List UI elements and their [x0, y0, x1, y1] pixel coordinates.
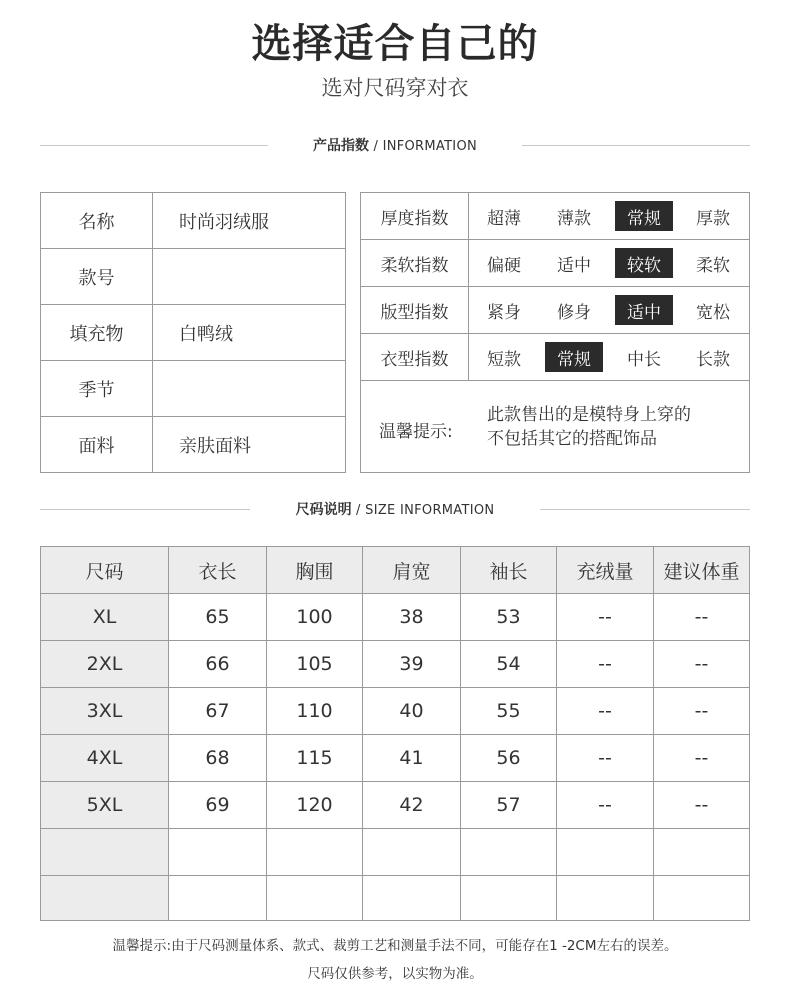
size-label-cell: 3XL [41, 688, 169, 734]
size-value-cell: -- [694, 794, 709, 816]
size-value-cell: 39 [363, 641, 461, 687]
index-option: 紧身 [487, 302, 521, 323]
info-row [41, 305, 345, 361]
index-label: 衣型指数 [361, 334, 469, 380]
size-value-cell: 67 [169, 688, 267, 734]
size-value-cell: -- [557, 594, 654, 640]
size-value-cell: -- [557, 688, 654, 734]
info-value: 亲肤面料 [179, 435, 251, 457]
product-info-table [40, 192, 346, 473]
info-row [41, 361, 345, 417]
index-option: 偏硬 [487, 255, 521, 276]
tip-line-2: 不包括其它的搭配饰品 [487, 429, 657, 449]
index-option: 柔软 [696, 255, 730, 276]
size-value-cell: 65 [169, 594, 267, 640]
size-label-cell: 5XL [41, 782, 169, 828]
index-option: 超薄 [487, 208, 521, 229]
info-row [41, 249, 345, 305]
size-value-cell [557, 829, 654, 875]
index-row-thickness [361, 193, 749, 240]
size-table-row [41, 829, 749, 876]
size-value-cell [654, 829, 749, 875]
size-value-cell [557, 876, 654, 920]
size-value-cell [461, 829, 557, 875]
size-value-cell [363, 829, 461, 875]
size-label-cell: 4XL [41, 735, 169, 781]
size-table-row [41, 876, 749, 920]
size-column-header: 衣长 [169, 547, 267, 593]
index-row-fit [361, 287, 749, 334]
size-value-cell: -- [694, 606, 709, 628]
size-value-cell: -- [557, 641, 654, 687]
index-label: 柔软指数 [361, 240, 469, 286]
tip-text [487, 403, 737, 451]
size-label-cell: XL [41, 594, 169, 640]
size-value-cell: 38 [363, 594, 461, 640]
size-value-cell: 54 [461, 641, 557, 687]
size-table-row [41, 688, 749, 735]
size-value-cell: 55 [461, 688, 557, 734]
index-row-length [361, 334, 749, 381]
info-value: 白鸭绒 [179, 323, 233, 345]
size-value-cell [654, 876, 749, 920]
index-option: 长款 [696, 349, 730, 370]
size-column-header: 胸围 [267, 547, 363, 593]
size-label-cell: 2XL [41, 641, 169, 687]
size-value-cell [363, 876, 461, 920]
size-table-row [41, 594, 749, 641]
size-section-title-en: / SIZE INFORMATION [356, 503, 495, 518]
index-option-selected: 常规 [615, 201, 673, 231]
size-value-cell: 56 [461, 735, 557, 781]
size-column-header: 充绒量 [557, 547, 654, 593]
size-column-header: 尺码 [41, 547, 169, 593]
size-section-heading [40, 498, 750, 522]
size-value-cell: 105 [267, 641, 363, 687]
size-label-cell [41, 829, 169, 875]
info-label: 名称 [41, 193, 153, 248]
size-value-cell: 115 [267, 735, 363, 781]
size-value-cell: -- [557, 782, 654, 828]
size-label-cell [41, 876, 169, 920]
index-option: 薄款 [557, 208, 591, 229]
size-value-cell [169, 876, 267, 920]
size-value-cell: 110 [267, 688, 363, 734]
info-label: 面料 [41, 417, 153, 472]
size-value-cell: 66 [169, 641, 267, 687]
index-option: 适中 [557, 255, 591, 276]
info-label: 款号 [41, 249, 153, 304]
tip-line-1: 此款售出的是模特身上穿的 [487, 405, 691, 425]
info-value: 时尚羽绒服 [179, 211, 269, 233]
product-section-title-en: / INFORMATION [373, 139, 477, 154]
tip-label: 温馨提示: [379, 422, 453, 442]
product-section-heading [40, 134, 750, 158]
size-table-row [41, 782, 749, 829]
page-title: 选择适合自己的 [251, 21, 539, 67]
size-value-cell: 100 [267, 594, 363, 640]
size-value-cell: -- [694, 653, 709, 675]
footer-note-2: 尺码仅供参考，以实物为准。 [307, 966, 483, 982]
size-value-cell: -- [694, 700, 709, 722]
index-label: 版型指数 [361, 287, 469, 333]
page-subtitle: 选对尺码穿对衣 [321, 76, 469, 100]
size-table-row [41, 641, 749, 688]
product-section-title: 产品指数 [313, 138, 369, 154]
size-value-cell: 68 [169, 735, 267, 781]
size-value-cell: 53 [461, 594, 557, 640]
index-label: 厚度指数 [361, 193, 469, 239]
index-option: 修身 [557, 302, 591, 323]
index-option: 厚款 [696, 208, 730, 229]
index-option: 短款 [487, 349, 521, 370]
index-option-selected: 常规 [545, 342, 603, 372]
size-value-cell [267, 829, 363, 875]
index-option: 宽松 [696, 302, 730, 323]
info-label: 填充物 [41, 305, 153, 360]
size-table-header [41, 547, 749, 594]
size-column-header: 建议体重 [663, 560, 740, 583]
size-value-cell [169, 829, 267, 875]
size-column-header: 袖长 [461, 547, 557, 593]
size-value-cell: 57 [461, 782, 557, 828]
size-value-cell [461, 876, 557, 920]
size-value-cell: -- [557, 735, 654, 781]
size-value-cell: 42 [363, 782, 461, 828]
size-column-header: 肩宽 [363, 547, 461, 593]
size-value-cell: 69 [169, 782, 267, 828]
index-row-softness [361, 240, 749, 287]
info-label: 季节 [41, 361, 153, 416]
size-value-cell: -- [694, 747, 709, 769]
size-table [40, 546, 750, 921]
index-option: 中长 [627, 349, 661, 370]
size-section-title: 尺码说明 [295, 502, 352, 518]
info-row [41, 193, 345, 249]
index-option-selected: 适中 [615, 295, 673, 325]
info-row [41, 417, 345, 472]
size-value-cell [267, 876, 363, 920]
size-value-cell: 120 [267, 782, 363, 828]
size-value-cell: 41 [363, 735, 461, 781]
size-value-cell: 40 [363, 688, 461, 734]
size-table-row [41, 735, 749, 782]
product-index-table [360, 192, 750, 473]
index-option-selected: 较软 [615, 248, 673, 278]
footer-note-1: 温馨提示:由于尺码测量体系、款式、裁剪工艺和测量手法不同，可能存在1 -2CM左右的误差。 [112, 938, 678, 954]
